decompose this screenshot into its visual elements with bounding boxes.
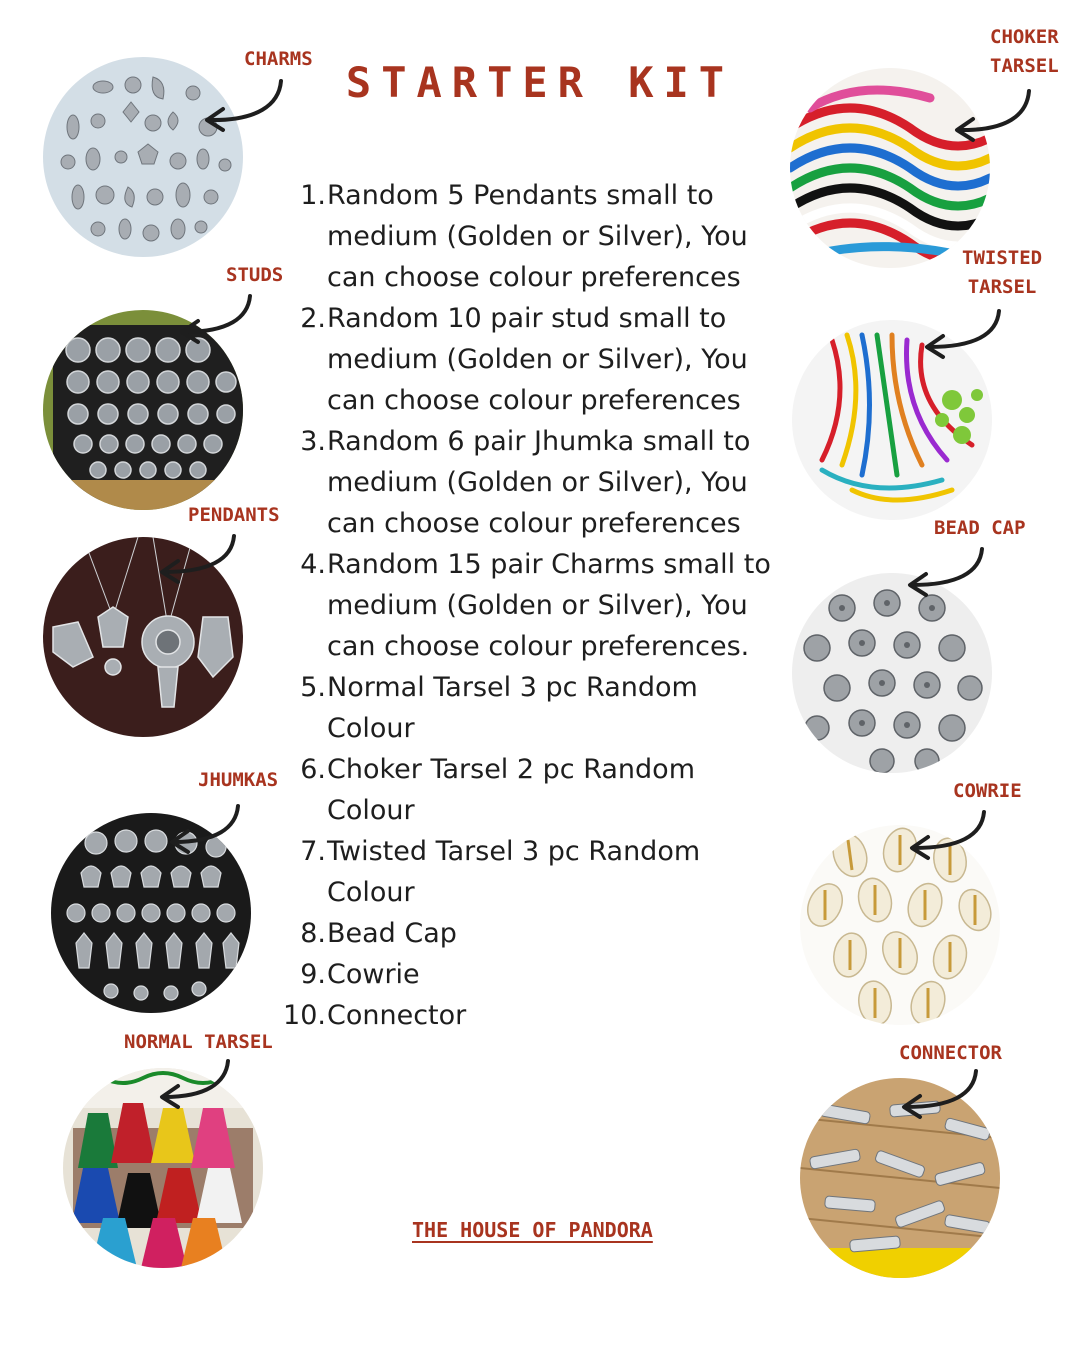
item-number: 8. [300,918,326,949]
item-number: 9. [300,959,326,990]
item-text: Normal Tarsel 3 pc Random Colour [327,672,698,744]
twisted-tarsel-label-line2: TARSEL [967,276,1037,298]
list-item [270,667,790,749]
item-text: Random 6 pair Jhumka small to medium (Golden or Silver), You can choose colour preferences [327,426,751,539]
jhumkas-arrow-icon [160,800,250,855]
twisted-tarsel-label-line1: TWISTED [962,247,1043,269]
connector-label: CONNECTOR [899,1042,1002,1064]
item-number: 10. [283,1000,326,1031]
choker-tarsel-label-line2: TARSEL [990,55,1059,77]
choker-tarsel-label-line1: CHOKER [990,26,1059,48]
charms-label: CHARMS [244,48,313,70]
bead-cap-photo [792,573,992,773]
studs-label: STUDS [226,264,284,286]
twisted-tarsel-label [962,244,1042,302]
page-title: STARTER KIT [345,58,735,107]
pendants-label: PENDANTS [188,504,280,526]
item-text: Random 5 Pendants small to medium (Golden or Silver), You can choose colour preferences [327,180,748,293]
item-text: Twisted Tarsel 3 pc Random Colour [327,836,701,908]
list-item [270,954,790,995]
connector-arrow-icon [892,1065,987,1120]
kit-item-list [270,175,790,1036]
item-text: Connector [327,1000,467,1031]
list-item [270,544,790,667]
list-item [270,421,790,544]
list-item [270,831,790,913]
bead-cap-arrow-icon [898,543,993,598]
item-number: 2. [300,303,326,334]
item-number: 5. [300,672,326,703]
normal-tarsel-label: NORMAL TARSEL [124,1031,273,1053]
list-item [270,175,790,298]
item-number: 6. [300,754,326,785]
item-text: Choker Tarsel 2 pc Random Colour [327,754,695,826]
choker-tarsel-arrow-icon [945,85,1040,145]
normal-tarsel-arrow-icon [150,1055,240,1110]
choker-tarsel-label [990,23,1059,81]
twisted-tarsel-arrow-icon [915,305,1010,360]
item-text: Random 10 pair stud small to medium (Golden or Silver), You can choose colour preferences [327,303,748,416]
list-item [270,749,790,831]
item-number: 7. [300,836,326,867]
list-item [270,913,790,954]
item-text: Bead Cap [327,918,457,949]
brand-footer: THE HOUSE OF PANDORA [412,1218,653,1242]
cowrie-arrow-icon [900,806,995,861]
jhumkas-label: JHUMKAS [198,769,279,791]
item-text: Random 15 pair Charms small to medium (Golden or Silver), You can choose colour preferences. [327,549,771,662]
charms-arrow-icon [195,75,290,135]
item-number: 4. [300,549,326,580]
bead-cap-label: BEAD CAP [934,517,1026,539]
list-item [270,995,790,1036]
pendants-arrow-icon [150,530,245,585]
list-item [270,298,790,421]
cowrie-label: COWRIE [953,780,1022,802]
item-text: Cowrie [327,959,420,990]
item-number: 3. [300,426,326,457]
studs-arrow-icon [170,290,260,345]
item-number: 1. [300,180,326,211]
